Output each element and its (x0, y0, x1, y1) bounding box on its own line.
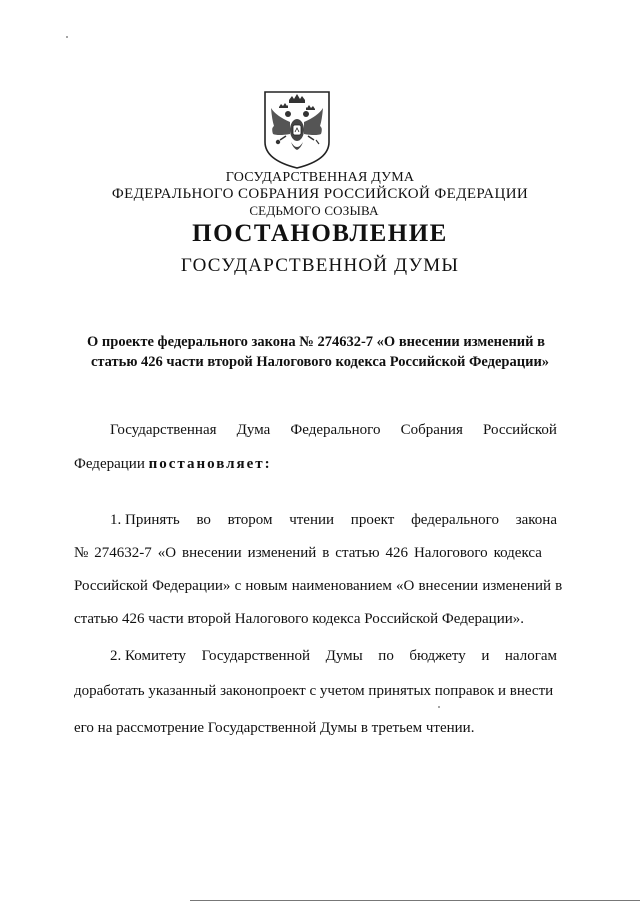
subject-line2: статью 426 части второй Налогового кодекса Российской Федерации» (90, 354, 550, 370)
item1-word: втором (227, 512, 273, 528)
scan-speck (66, 36, 68, 38)
institution-header-line1: ГОСУДАРСТВЕННАЯ ДУМА (225, 170, 415, 185)
item2-word: и (481, 648, 490, 664)
scan-edge-line (190, 900, 640, 901)
item1-line2: № 274632-7 «О внесении изменений в статью 426 Налогового кодекса (74, 545, 542, 561)
item2-line2: доработать указанный законопроект с учетом принятых поправок и внести (74, 683, 554, 699)
item1-word: чтении (289, 512, 335, 528)
document-title: ПОСТАНОВЛЕНИЕ (192, 220, 448, 247)
item2-word: Государственной (201, 648, 311, 664)
document-subtitle: ГОСУДАРСТВЕННОЙ ДУМЫ (180, 255, 460, 276)
preamble-word: Дума (236, 422, 271, 438)
subject-line1: О проекте федерального закона № 274632-7 «О внесении изменений в (87, 334, 545, 350)
preamble-word: Федерального (290, 422, 381, 438)
item1-word: федерального (411, 512, 499, 528)
item2-word: 2. Комитету (110, 648, 187, 664)
institution-header-line2: ФЕДЕРАЛЬНОГО СОБРАНИЯ РОССИЙСКОЙ ФЕДЕРАЦИИ (111, 186, 529, 202)
institution-header-line3: СЕДЬМОГО СОЗЫВА (249, 203, 379, 218)
preamble-line1 (110, 422, 557, 439)
preamble-prefix: Федерации (74, 456, 145, 472)
item2-word: по (378, 648, 394, 664)
item2-line3: его на рассмотрение Государственной Думы в третьем чтении. (74, 720, 475, 736)
item1-word: проект (350, 512, 395, 528)
coat-of-arms-emblem (262, 90, 332, 170)
scan-speck (438, 706, 440, 708)
item1-line3: Российской Федерации» с новым наименованием «О внесении изменений в (74, 578, 563, 594)
item1-line4: статью 426 части второй Налогового кодекса Российской Федерации». (74, 611, 525, 627)
preamble-word: Российской (483, 422, 557, 438)
item2-word: налогам (504, 648, 557, 664)
preamble-word: Государственная (110, 422, 217, 438)
item1-line1 (110, 512, 557, 529)
item2-word: Думы (325, 648, 363, 664)
preamble-word: Собрания (400, 422, 463, 438)
item1-word: во (196, 512, 211, 528)
item1-word: 1. Принять (110, 512, 180, 528)
item1-word: закона (515, 512, 557, 528)
item2-word: бюджету (409, 648, 466, 664)
item2-line1 (110, 648, 557, 665)
preamble-verb: постановляет: (148, 456, 272, 472)
preamble-line2 (74, 456, 272, 473)
